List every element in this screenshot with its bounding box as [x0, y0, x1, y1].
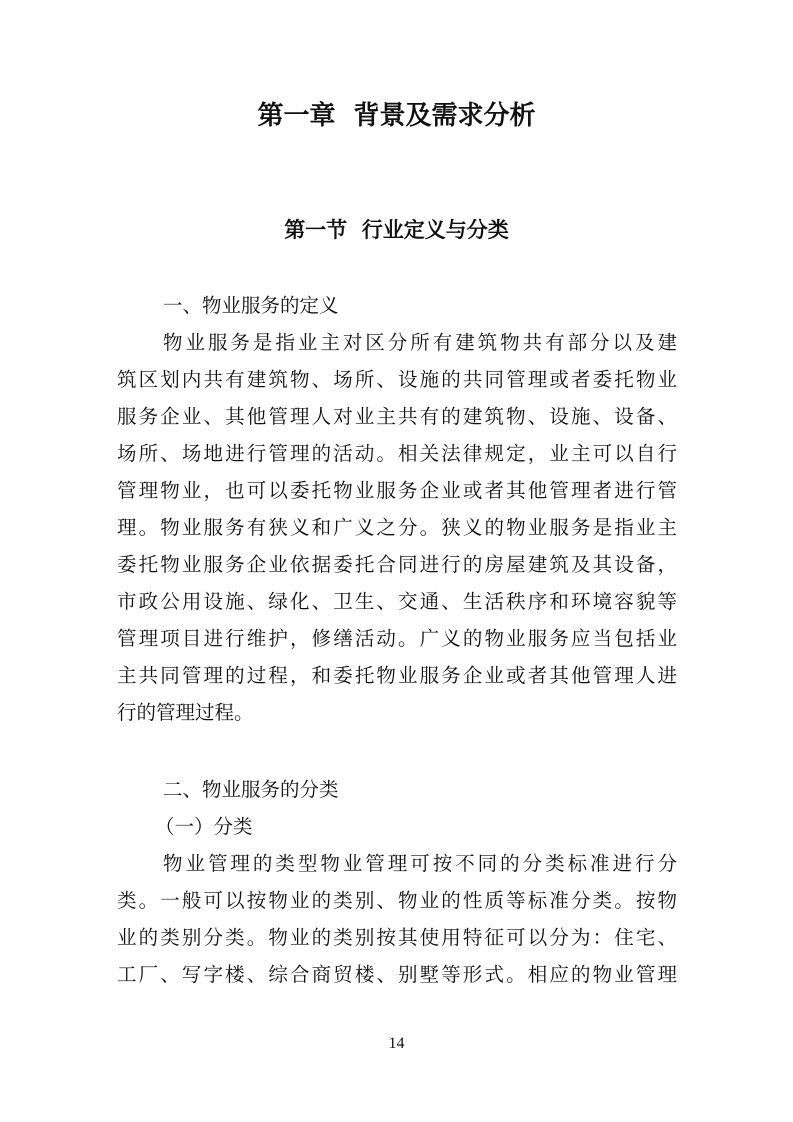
- paragraph-line: 主共同管理的过程，和委托物业服务企业或者其他管理人进: [117, 664, 677, 687]
- subsection-heading-definition: 一、物业服务的定义: [163, 294, 339, 317]
- paragraph-line: 物业服务是指业主对区分所有建筑物共有部分以及建: [163, 331, 677, 354]
- paragraph-line: 场所、场地进行管理的活动。相关法律规定，业主可以自行: [117, 442, 677, 465]
- paragraph-line: 理。物业服务有狭义和广义之分。狭义的物业服务是指业主: [117, 516, 677, 539]
- paragraph-line: 管理项目进行维护，修缮活动。广义的物业服务应当包括业: [117, 627, 677, 650]
- paragraph-line: 筑区划内共有建筑物、场所、设施的共同管理或者委托物业: [117, 368, 677, 391]
- subsection-heading-classification: 二、物业服务的分类: [163, 778, 339, 801]
- paragraph-line: 类。一般可以按物业的类别、物业的性质等标准分类。按物: [117, 889, 677, 912]
- paragraph-line: 工厂、写字楼、综合商贸楼、别墅等形式。相应的物业管理: [117, 963, 677, 986]
- paragraph-line: 服务企业、其他管理人对业主共有的建筑物、设施、设备、: [117, 405, 677, 428]
- paragraph-line: 委托物业服务企业依据委托合同进行的房屋建筑及其设备，: [117, 553, 677, 576]
- paragraph-line: 物业管理的类型物业管理可按不同的分类标准进行分: [163, 852, 677, 875]
- chapter-title: 第一章 背景及需求分析: [257, 101, 536, 131]
- paragraph-line: 业的类别分类。物业的类别按其使用特征可以分为：住宅、: [117, 926, 677, 949]
- subsection-classification: [117, 771, 677, 993]
- section-title: 第一节 行业定义与分类: [284, 218, 509, 242]
- page-number: 14: [388, 1035, 405, 1052]
- sub-heading-category: （一）分类: [155, 815, 253, 838]
- paragraph-line: 行的管理过程。: [117, 701, 254, 724]
- paragraph-line: 市政公用设施、绿化、卫生、交通、生活秩序和环境容貌等: [117, 590, 677, 613]
- paragraph-line: 管理物业，也可以委托物业服务企业或者其他管理者进行管: [117, 479, 677, 502]
- subsection-definition: [117, 287, 677, 731]
